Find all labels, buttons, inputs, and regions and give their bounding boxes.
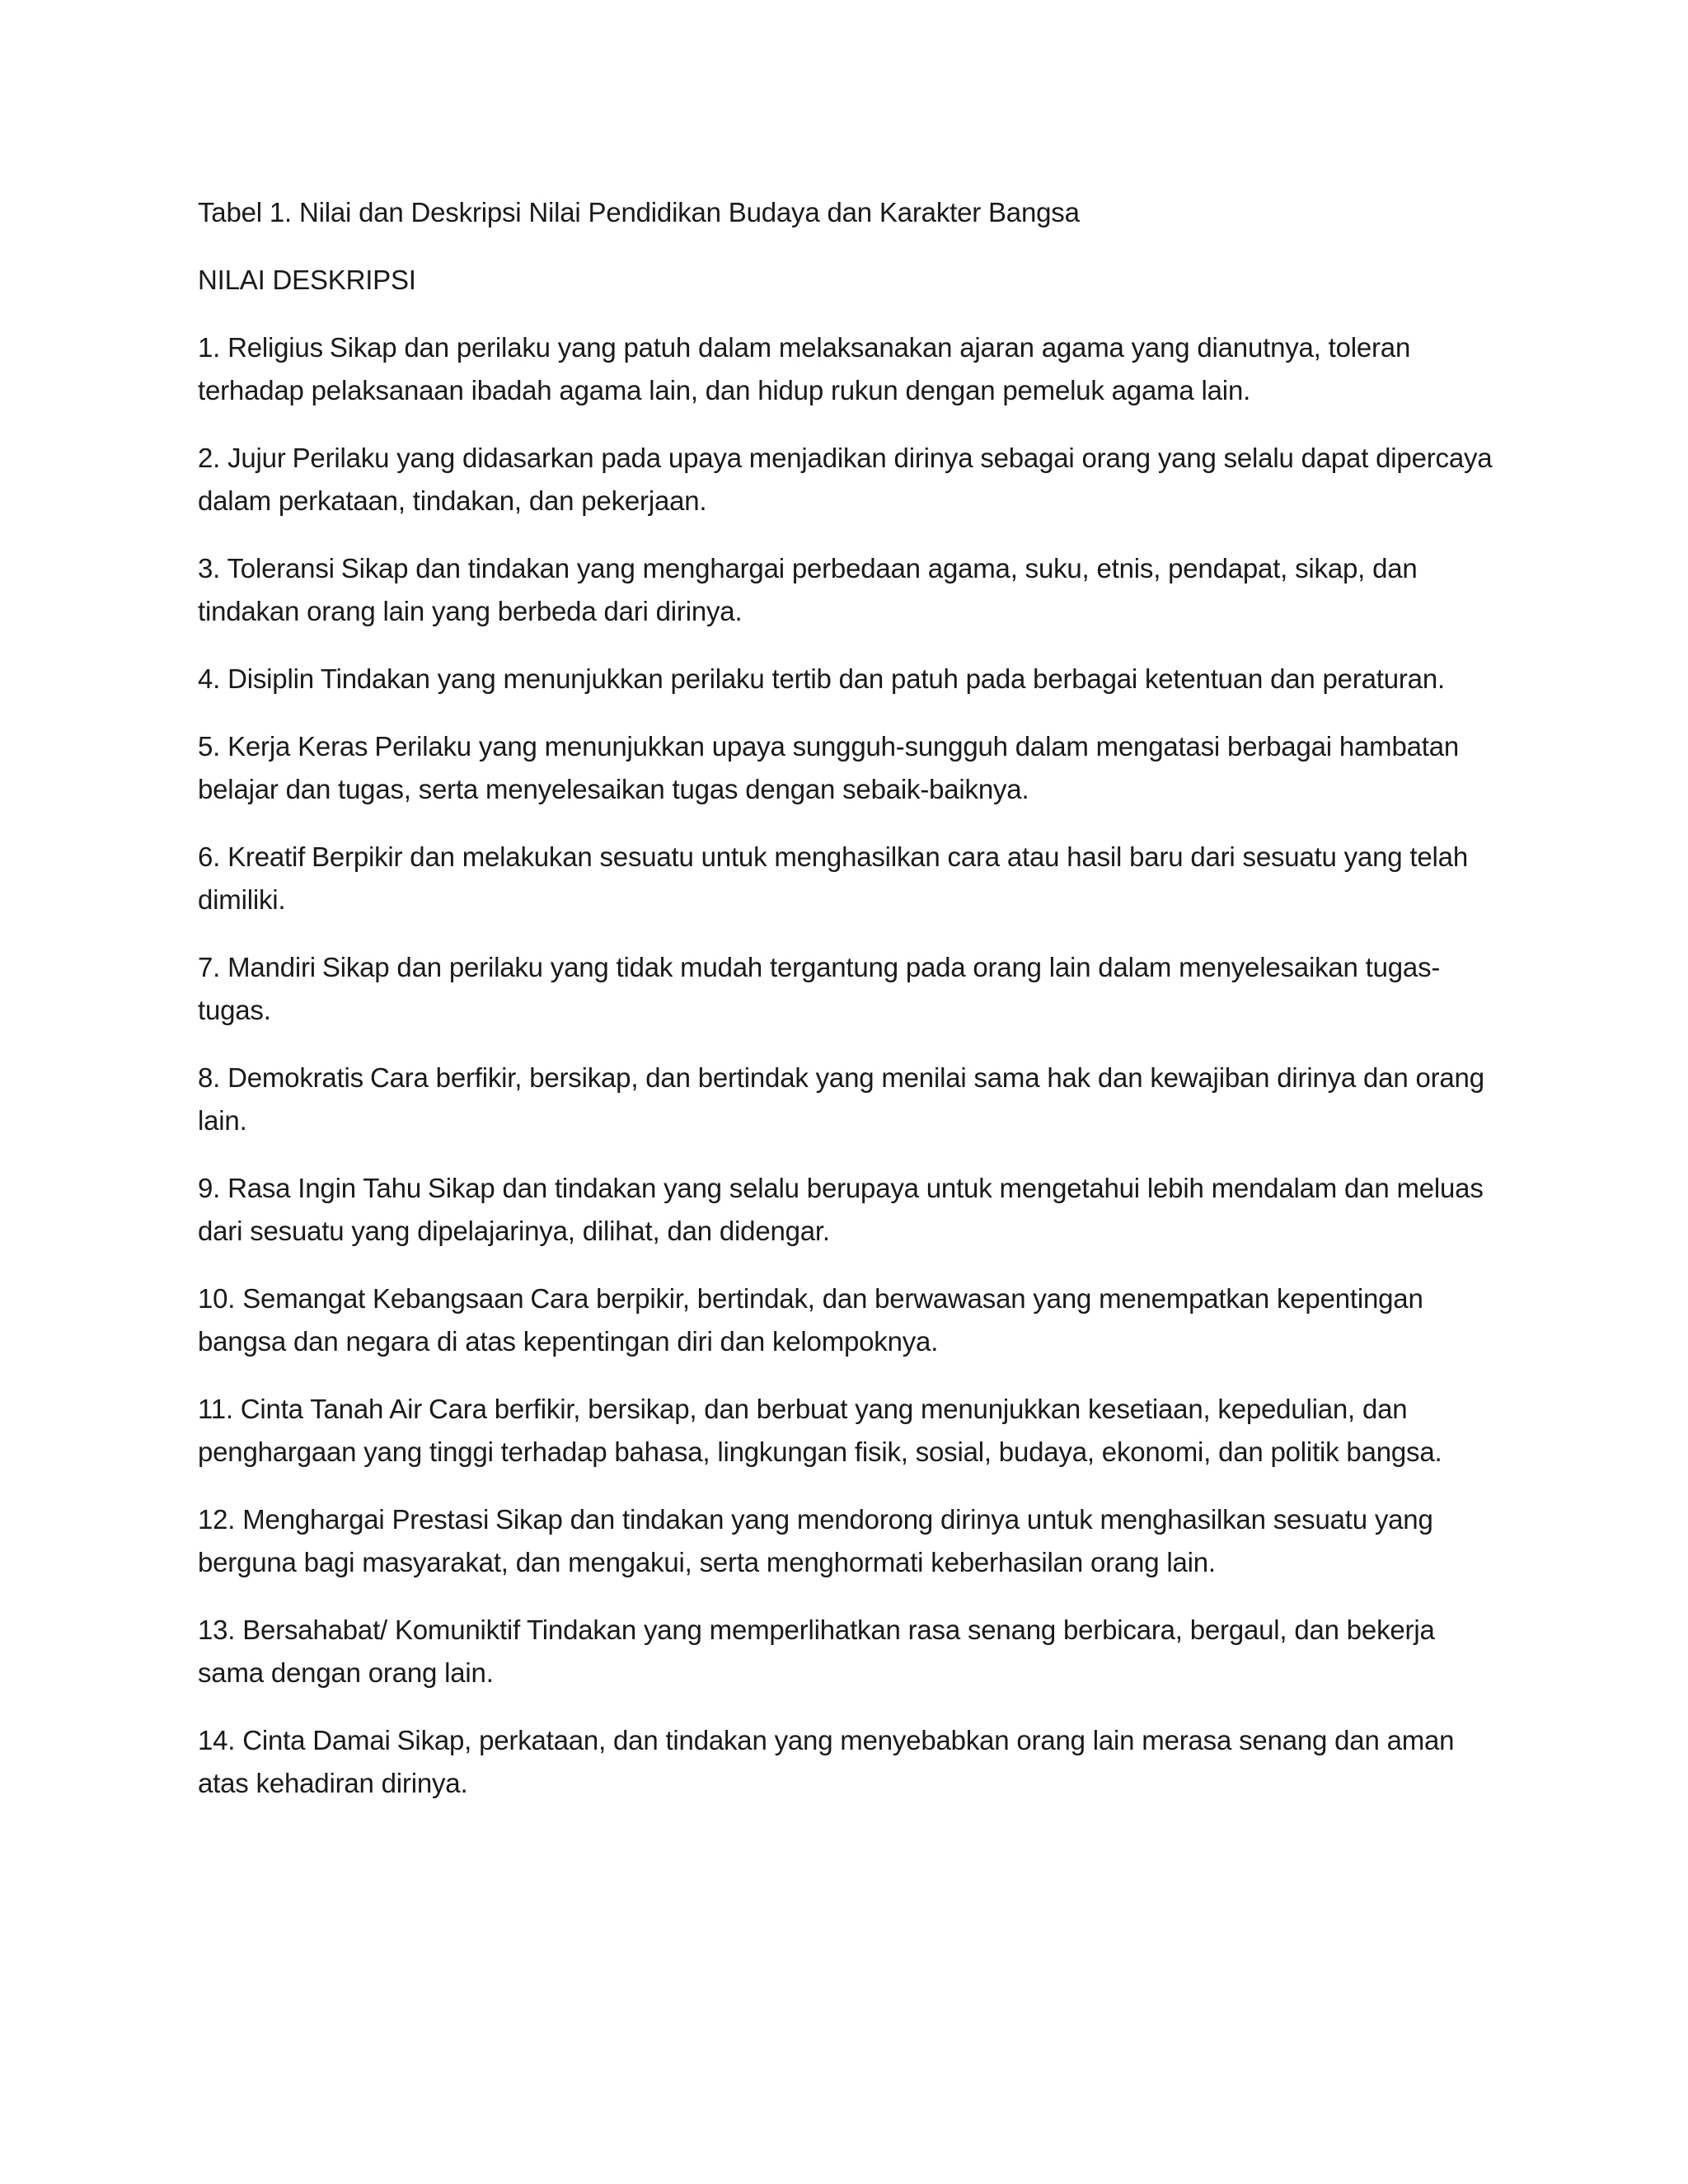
item-number: 13. [198, 1615, 236, 1645]
item-term: Kerja Keras [227, 731, 368, 762]
list-item [198, 836, 1500, 921]
list-item [198, 658, 1500, 701]
item-description: Sikap dan tindakan yang selalu berupaya untuk mengetahui lebih mendalam dan meluas dari sesuatu yang dipelajarinya, dilihat, dan didengar. [198, 1173, 1484, 1246]
item-description: Perilaku yang didasarkan pada upaya menjadikan dirinya sebagai orang yang selalu dapat dipercaya dalam perkataan, tindakan, dan pekerjaan. [198, 443, 1493, 516]
item-term: Bersahabat/ Komuniktif [242, 1615, 521, 1645]
item-description: Cara berfikir, bersikap, dan berbuat yang menunjukkan kesetiaan, kepedulian, dan penghargaan yang tinggi terhadap bahasa, lingkungan fisik, sosial, budaya, ekonomi, dan politik bangsa. [198, 1394, 1442, 1467]
item-number: 7. [198, 952, 221, 982]
list-item [198, 1057, 1500, 1142]
list-item [198, 946, 1500, 1032]
item-number: 5. [198, 731, 221, 762]
item-number: 4. [198, 663, 221, 694]
item-description: Tindakan yang menunjukkan perilaku tertib dan patuh pada berbagai ketentuan dan peraturan. [320, 663, 1445, 694]
item-term: Rasa Ingin Tahu [227, 1173, 421, 1203]
item-number: 9. [198, 1173, 221, 1203]
item-number: 1. [198, 332, 221, 363]
list-item [198, 1388, 1500, 1474]
list-item [198, 1277, 1500, 1363]
item-description: Sikap, perkataan, dan tindakan yang menyebabkan orang lain merasa senang dan aman atas kehadiran dirinya. [198, 1725, 1455, 1798]
item-term: Demokratis [227, 1062, 363, 1093]
item-term: Mandiri [227, 952, 316, 982]
list-item [198, 725, 1500, 811]
item-number: 3. [198, 553, 221, 583]
item-term: Semangat Kebangsaan [242, 1283, 524, 1314]
item-description: Sikap dan tindakan yang menghargai perbedaan agama, suku, etnis, pendapat, sikap, dan tindakan orang lain yang berbeda dari dirinya. [198, 553, 1418, 626]
document-title: Tabel 1. Nilai dan Deskripsi Nilai Pendidikan Budaya dan Karakter Bangsa [198, 197, 1080, 227]
item-number: 11. [198, 1394, 233, 1424]
item-term: Cinta Damai [242, 1725, 391, 1755]
item-term: Religius [227, 332, 323, 363]
item-term: Disiplin [227, 663, 314, 694]
item-description: Berpikir dan melakukan sesuatu untuk menghasilkan cara atau hasil baru dari sesuatu yang telah dimiliki. [198, 841, 1468, 915]
item-number: 12. [198, 1504, 236, 1535]
document-content [198, 191, 1500, 1830]
item-description: Tindakan yang memperlihatkan rasa senang berbicara, bergaul, dan bekerja sama dengan orang lain. [198, 1615, 1435, 1688]
item-description: Cara berfikir, bersikap, dan bertindak yang menilai sama hak dan kewajiban dirinya dan orang lain. [198, 1062, 1484, 1136]
item-number: 8. [198, 1062, 221, 1093]
item-number: 6. [198, 841, 221, 872]
item-description: Perilaku yang menunjukkan upaya sungguh-sungguh dalam mengatasi berbagai hambatan belajar dan tugas, serta menyelesaikan tugas dengan sebaik-baiknya. [198, 731, 1460, 804]
item-term: Jujur [227, 443, 286, 473]
table-header: NILAI DESKRIPSI [198, 265, 416, 295]
item-number: 10. [198, 1283, 236, 1314]
list-item [198, 547, 1500, 633]
item-term: Menghargai Prestasi [242, 1504, 490, 1535]
item-term: Kreatif [227, 841, 306, 872]
item-number: 14. [198, 1725, 236, 1755]
item-description: Sikap dan perilaku yang patuh dalam melaksanakan ajaran agama yang dianutnya, toleran terhadap pelaksanaan ibadah agama lain, dan hidup rukun dengan pemeluk agama lain. [198, 332, 1411, 405]
list-item [198, 1609, 1500, 1694]
list-item [198, 1167, 1500, 1253]
item-term: Toleransi [227, 553, 335, 583]
item-term: Cinta Tanah Air [240, 1394, 422, 1424]
list-item [198, 1498, 1500, 1584]
item-description: Sikap dan perilaku yang tidak mudah tergantung pada orang lain dalam menyelesaikan tugas-tugas. [198, 952, 1441, 1025]
list-item [198, 1719, 1500, 1805]
item-description: Cara berpikir, bertindak, dan berwawasan yang menempatkan kepentingan bangsa dan negara di atas kepentingan diri dan kelompoknya. [198, 1283, 1423, 1357]
item-number: 2. [198, 443, 221, 473]
item-description: Sikap dan tindakan yang mendorong dirinya untuk menghasilkan sesuatu yang berguna bagi masyarakat, dan mengakui, serta menghormati keberhasilan orang lain. [198, 1504, 1433, 1577]
list-item [198, 437, 1500, 523]
list-item [198, 326, 1500, 412]
